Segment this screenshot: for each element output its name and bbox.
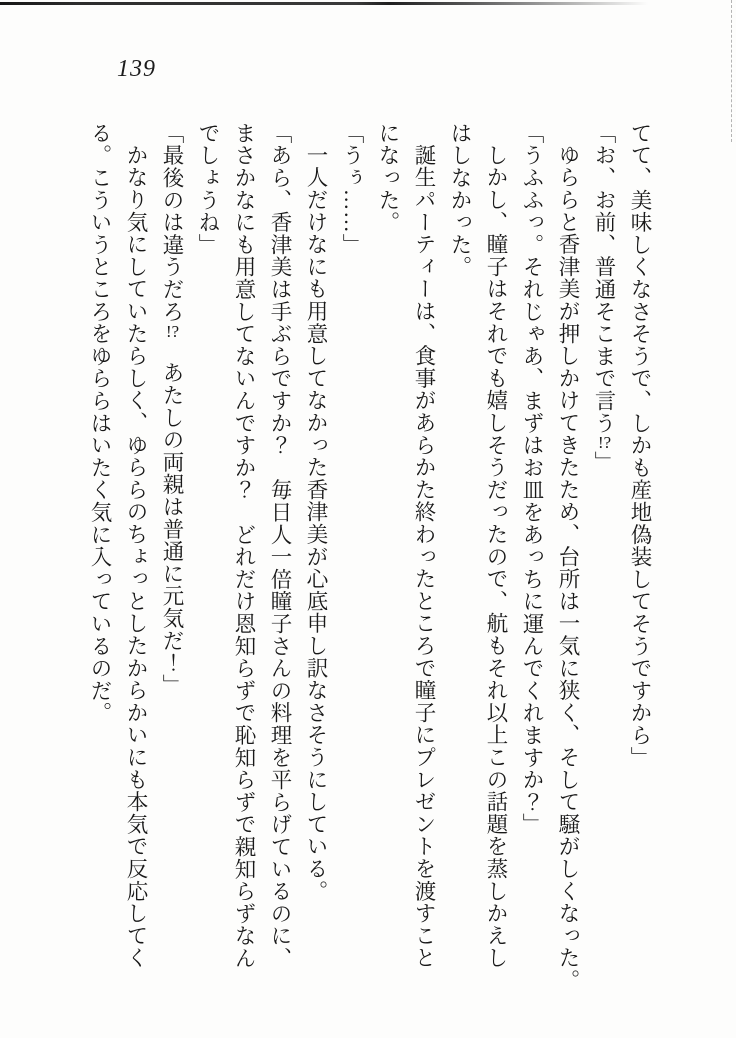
line-tcy: !?: [165, 322, 180, 340]
line-after: 」: [592, 450, 616, 474]
line-text: でしょうね」: [196, 122, 220, 256]
line-text: になった。: [376, 122, 400, 234]
text-line-3: [550, 122, 586, 1006]
top-border-rule: [0, 2, 648, 5]
line-text: 「うぅ……」: [340, 122, 364, 256]
line-text: しかし、瞳子はそれでも嬉しそうだったので、航もそれ以上この話題を蒸しかえし: [484, 143, 508, 969]
line-text: はしなかった。: [448, 122, 472, 279]
right-edge-scan-line: [731, 0, 732, 142]
line-text: 「うふふっ。それじゃあ、まずはお皿をあっちに運んでくれますか？」: [520, 122, 544, 836]
line-text: かなり気にしていたらしく、ゆららのちょっとしたからかいにも本気で反応してく: [124, 143, 148, 969]
text-line-1: [622, 122, 658, 1006]
text-line-16: [82, 122, 118, 1006]
line-text: ゆららと香津美が押しかけてきたため、台所は一気に狭く、そして騒がしくなった。: [556, 143, 580, 991]
line-text: 一人だけなにも用意してなかった香津美が心底申し訳なさそうにしている。: [304, 143, 328, 902]
text-line-11: [262, 122, 298, 1006]
line-tcy: !?: [597, 434, 612, 451]
text-line-2: [586, 122, 622, 1006]
text-line-12: [226, 122, 262, 1006]
text-line-10: [298, 122, 334, 1006]
text-line-6: [442, 122, 478, 1006]
text-line-5: [478, 122, 514, 1006]
text-line-9: [334, 122, 370, 1006]
text-line-8: [370, 122, 406, 1006]
line-text: る。こういうところをゆららはいたく気に入っているのだ。: [88, 122, 112, 725]
text-line-4: [514, 122, 550, 1006]
line-after: あたしの両親は普通に元気だ！」: [160, 339, 184, 697]
text-line-13: [190, 122, 226, 1006]
line-text: 「お、お前、普通そこまで言う: [592, 122, 616, 435]
text-line-7: [406, 122, 442, 1006]
line-text: 誕生パーティーは、食事があらかた終わったところで瞳子にプレゼントを渡すこと: [412, 143, 436, 969]
text-line-14: [154, 122, 190, 1006]
text-line-15: [118, 122, 154, 1006]
line-text: 「あら、香津美は手ぶらですか？ 毎日人一倍瞳子さんの料理を平らげているのに、: [268, 122, 292, 970]
vertical-text-block: [82, 122, 658, 1006]
line-text: 「最後のは違うだろ: [160, 122, 184, 323]
line-text: まさかなにも用意してないんですか？ どれだけ恩知らずで恥知らずで親知らずなん: [232, 122, 256, 970]
line-text: てて、美味しくなさそうで、しかも産地偽装してそうですから」: [628, 122, 652, 769]
page-number: 139: [117, 56, 156, 82]
